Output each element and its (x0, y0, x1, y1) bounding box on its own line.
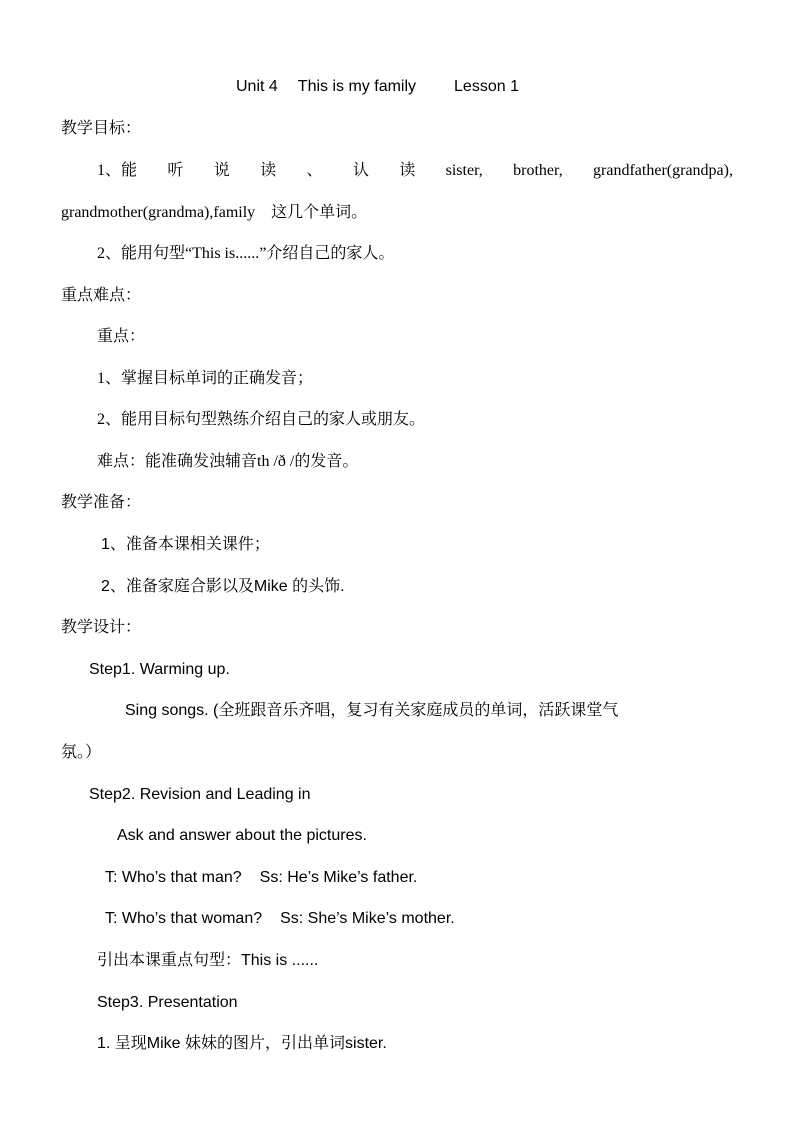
dialogue-2 (105, 908, 455, 930)
obj1-word: 读 (260, 162, 277, 179)
step-3-heading: Step3. Presentation (97, 994, 238, 1011)
preparation-item-1: 1、准备本课相关课件； (101, 536, 270, 553)
key-point-1: 1、掌握目标单词的正确发音； (97, 370, 314, 387)
step-1-heading: Step1. Warming up. (89, 661, 230, 678)
objective-item-2: 2、能用句型“This is......”介绍自己的家人。 (97, 245, 395, 262)
key-points-heading: 重点难点： (61, 287, 142, 304)
objective-item-1-line-1 (97, 160, 733, 182)
obj1-word: 说 (213, 162, 230, 179)
obj1-word: 听 (167, 162, 184, 179)
preparation-heading: 教学准备： (61, 494, 142, 511)
key-point-2: 2、能用目标句型熟练介绍自己的家人或朋友。 (97, 411, 426, 428)
objectives-heading: 教学目标： (61, 120, 142, 137)
step-1-text-line-2: 氛。） (61, 744, 102, 761)
obj1-word: sister, (445, 162, 483, 179)
page-title (236, 76, 519, 98)
dialogue-2-teacher: T: Who’s that woman? (105, 910, 263, 927)
title-unit: Unit 4 (236, 78, 278, 95)
step-1-text-line-1: Sing songs. (全班跟音乐齐唱，复习有关家庭成员的单词，活跃课堂气 (125, 702, 619, 719)
dialogue-1-students: Ss: He’s Mike’s father. (259, 869, 418, 886)
dialogue-1-teacher: T: Who’s that man? (105, 869, 242, 886)
title-name: This is my family (297, 78, 417, 95)
dialogue-2-students: Ss: She’s Mike’s mother. (280, 910, 455, 927)
title-lesson: Lesson 1 (454, 78, 519, 95)
obj1-word: 认 (352, 162, 369, 179)
key-label: 重点： (97, 328, 146, 345)
objective-item-1-line-2: grandmother(grandma),family 这几个单词。 (61, 204, 368, 221)
obj1-word: 、 (306, 162, 323, 179)
design-heading: 教学设计： (61, 619, 142, 636)
obj1-word: 读 (399, 162, 416, 179)
obj1-word: 1、能 (97, 162, 138, 179)
difficulty-point: 难点：能准确发浊辅音th /ð /的发音。 (97, 453, 359, 470)
dialogue-1 (105, 867, 417, 889)
lead-in-sentence: 引出本课重点句型：This is ...... (97, 952, 319, 969)
step-2-intro: Ask and answer about the pictures. (117, 827, 367, 844)
preparation-item-2: 2、准备家庭合影以及Mike 的头饰. (101, 578, 345, 595)
obj1-word: brother, (513, 162, 563, 179)
step-3-item-1: 1. 呈现Mike 妹妹的图片，引出单词sister. (97, 1035, 387, 1052)
step-2-heading: Step2. Revision and Leading in (89, 786, 311, 803)
obj1-word: grandfather(grandpa), (593, 162, 733, 179)
